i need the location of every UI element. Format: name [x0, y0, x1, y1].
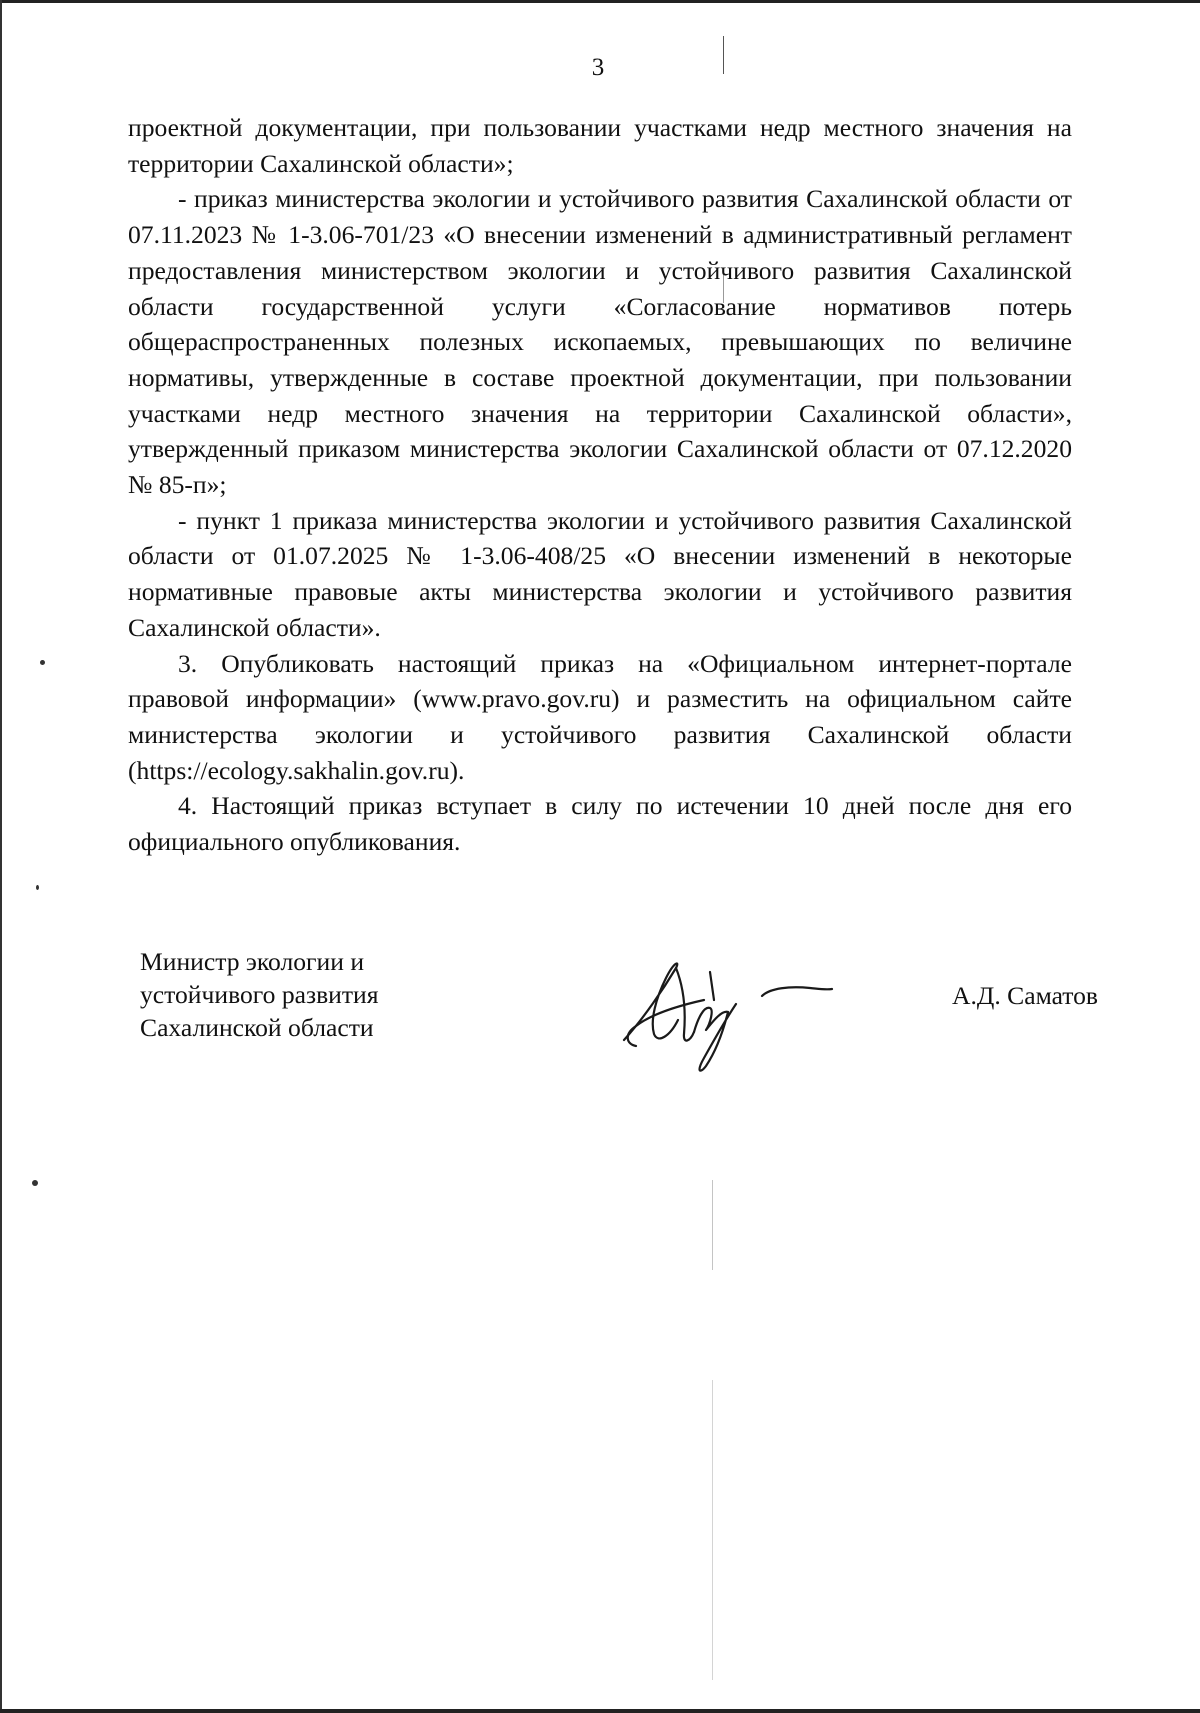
- scan-border-left: [0, 0, 2, 1713]
- page-number: 3: [591, 54, 605, 81]
- handwritten-signature: [614, 948, 844, 1073]
- signatory-position: [140, 945, 379, 1044]
- paragraph: проектной документации, при пользовании участками недр местного значения на территории Сахалинской области»;: [128, 113, 1072, 178]
- scan-speck: [36, 885, 39, 890]
- signatory-position-line: Министр экологии и: [140, 947, 365, 976]
- signer-name: А.Д. Саматов: [952, 981, 1099, 1010]
- scan-border-top: [0, 0, 1200, 3]
- paragraph: 3. Опубликовать настоящий приказ на «Официальном интернет-портале правовой информации» (www.pravo.gov.ru) и разместить на официальном сайте министерства экологии и устойчивого развития Сахалинской области (https://ecology.sakhalin.gov.ru).: [128, 648, 1072, 785]
- scan-fold-line: [712, 1180, 713, 1270]
- scan-fold-line: [712, 1380, 713, 1680]
- paragraph: - приказ министерства экологии и устойчивого развития Сахалинской области от 07.11.2023 № 1-3.06-701/23 «О внесении изменений в административный регламент предоставления министерством экологии и устойчивого развития Сахалинской области государственной услуги «Согласование нормативов потерь общераспространенных полезных ископаемых, превышающих по величине нормативы, утвержденные в составе проектной документации, при пользовании участками недр местного значения на территории Сахалинской области», утвержденный приказом министерства экологии Сахалинской области от 07.12.2020 № 85-п»;: [128, 184, 1072, 500]
- scan-border-bottom: [0, 1709, 1200, 1713]
- scan-speck: [32, 1180, 38, 1186]
- order-body-text: [128, 110, 1072, 860]
- paragraph: 4. Настоящий приказ вступает в силу по истечении 10 дней после дня его официального опубликования.: [128, 791, 1072, 857]
- scan-speck: [40, 660, 45, 665]
- paragraph: - пункт 1 приказа министерства экологии и устойчивого развития Сахалинской области от 01.07.2025 № 1-3.06-408/25 «О внесении изменений в некоторые нормативные правовые акты министерства экологии и устойчивого развития Сахалинской области».: [128, 505, 1072, 642]
- signatory-position-line: устойчивого развития: [140, 980, 379, 1009]
- signatory-position-line: Сахалинской области: [140, 1013, 374, 1042]
